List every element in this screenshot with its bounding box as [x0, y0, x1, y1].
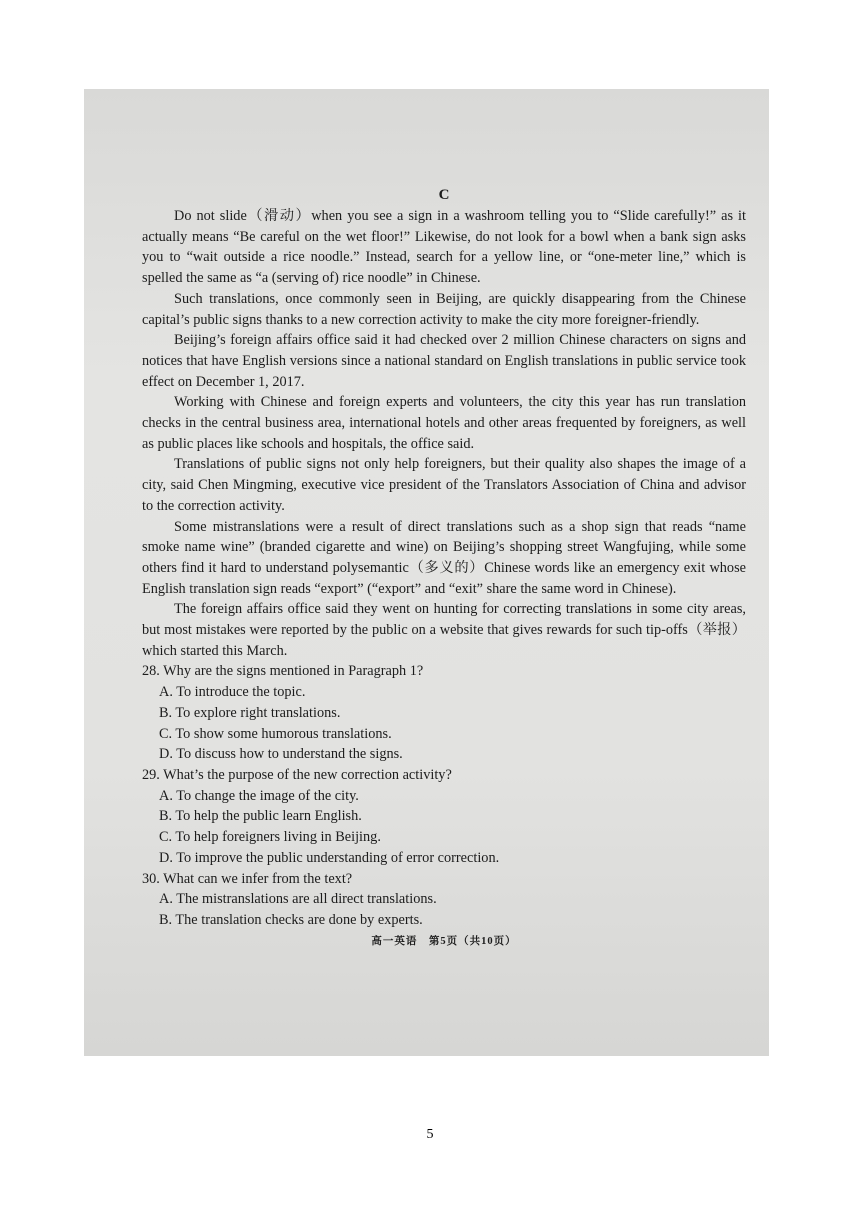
option-b: B. To explore right translations.	[159, 704, 341, 721]
question-29	[142, 765, 746, 869]
section-title: C	[438, 187, 450, 203]
passage-paragraph-5: Translations of public signs not only help foreigners, but their quality also shapes the image of a city, said Chen Mingming, executive vice president of the Translators Association of China and advisor to the correction activity.	[142, 456, 746, 514]
option-b: B. The translation checks are done by experts.	[159, 911, 423, 928]
option-a: A. To introduce the topic.	[159, 684, 306, 701]
question-30	[142, 869, 746, 931]
passage-paragraph-7: The foreign affairs office said they went on hunting for correcting translations in some city areas, but most mistakes were reported by the public on a website that gives rewards for such tip-offs（举报）which started this March.	[142, 601, 746, 659]
exam-content	[142, 185, 746, 950]
question-28	[142, 661, 746, 765]
passage-paragraph-3: Beijing’s foreign affairs office said it had checked over 2 million Chinese characters on signs and notices that have English versions since a national standard on English translations in public service took effect on December 1, 2017.	[142, 332, 746, 390]
option-a: A. The mistranslations are all direct translations.	[159, 891, 437, 908]
passage-paragraph-6: Some mistranslations were a result of direct translations such as a shop sign that reads “name smoke name wine” (branded cigarette and wine) on Beijing’s shopping street Wangfujing, while some others find it hard to understand polysemantic（多义的）Chinese words like an emergency exit whose English translation sign reads “export” (“export” and “exit” share the same word in Chinese).	[142, 518, 746, 597]
option-c: C. To help foreigners living in Beijing.	[159, 829, 381, 846]
question-stem: 30. What can we infer from the text?	[142, 870, 353, 887]
scanned-exam-photo	[84, 89, 769, 1056]
option-c: C. To show some humorous translations.	[159, 725, 392, 742]
exam-page-footer: 高一英语 第5页（共10页）	[371, 935, 517, 947]
question-stem: 29. What’s the purpose of the new correction activity?	[142, 766, 452, 783]
passage-paragraph-1: Do not slide（滑动）when you see a sign in a washroom telling you to “Slide carefully!” as it actually means “Be careful on the wet floor!” Likewise, do not look for a bowl when a bank sign asks you to “wait outside a rice noodle.” Instead, search for a yellow line, or “one-meter line,” which is spelled the same as “a (serving of) rice noodle” in Chinese.	[142, 208, 746, 287]
passage-paragraph-2: Such translations, once commonly seen in Beijing, are quickly disappearing from the Chinese capital’s public signs thanks to a new correction activity to make the city more foreigner-friendly.	[142, 290, 746, 328]
question-stem: 28. Why are the signs mentioned in Paragraph 1?	[142, 663, 424, 680]
option-d: D. To improve the public understanding of error correction.	[159, 849, 500, 866]
option-d: D. To discuss how to understand the signs.	[159, 746, 403, 763]
page-number: 5	[426, 1127, 434, 1142]
option-b: B. To help the public learn English.	[159, 808, 362, 825]
passage-paragraph-4: Working with Chinese and foreign experts and volunteers, the city this year has run translation checks in the central business area, international hotels and other areas frequented by foreigners, as well as public places like schools and hospitals, the office said.	[142, 394, 746, 452]
option-a: A. To change the image of the city.	[159, 787, 359, 804]
